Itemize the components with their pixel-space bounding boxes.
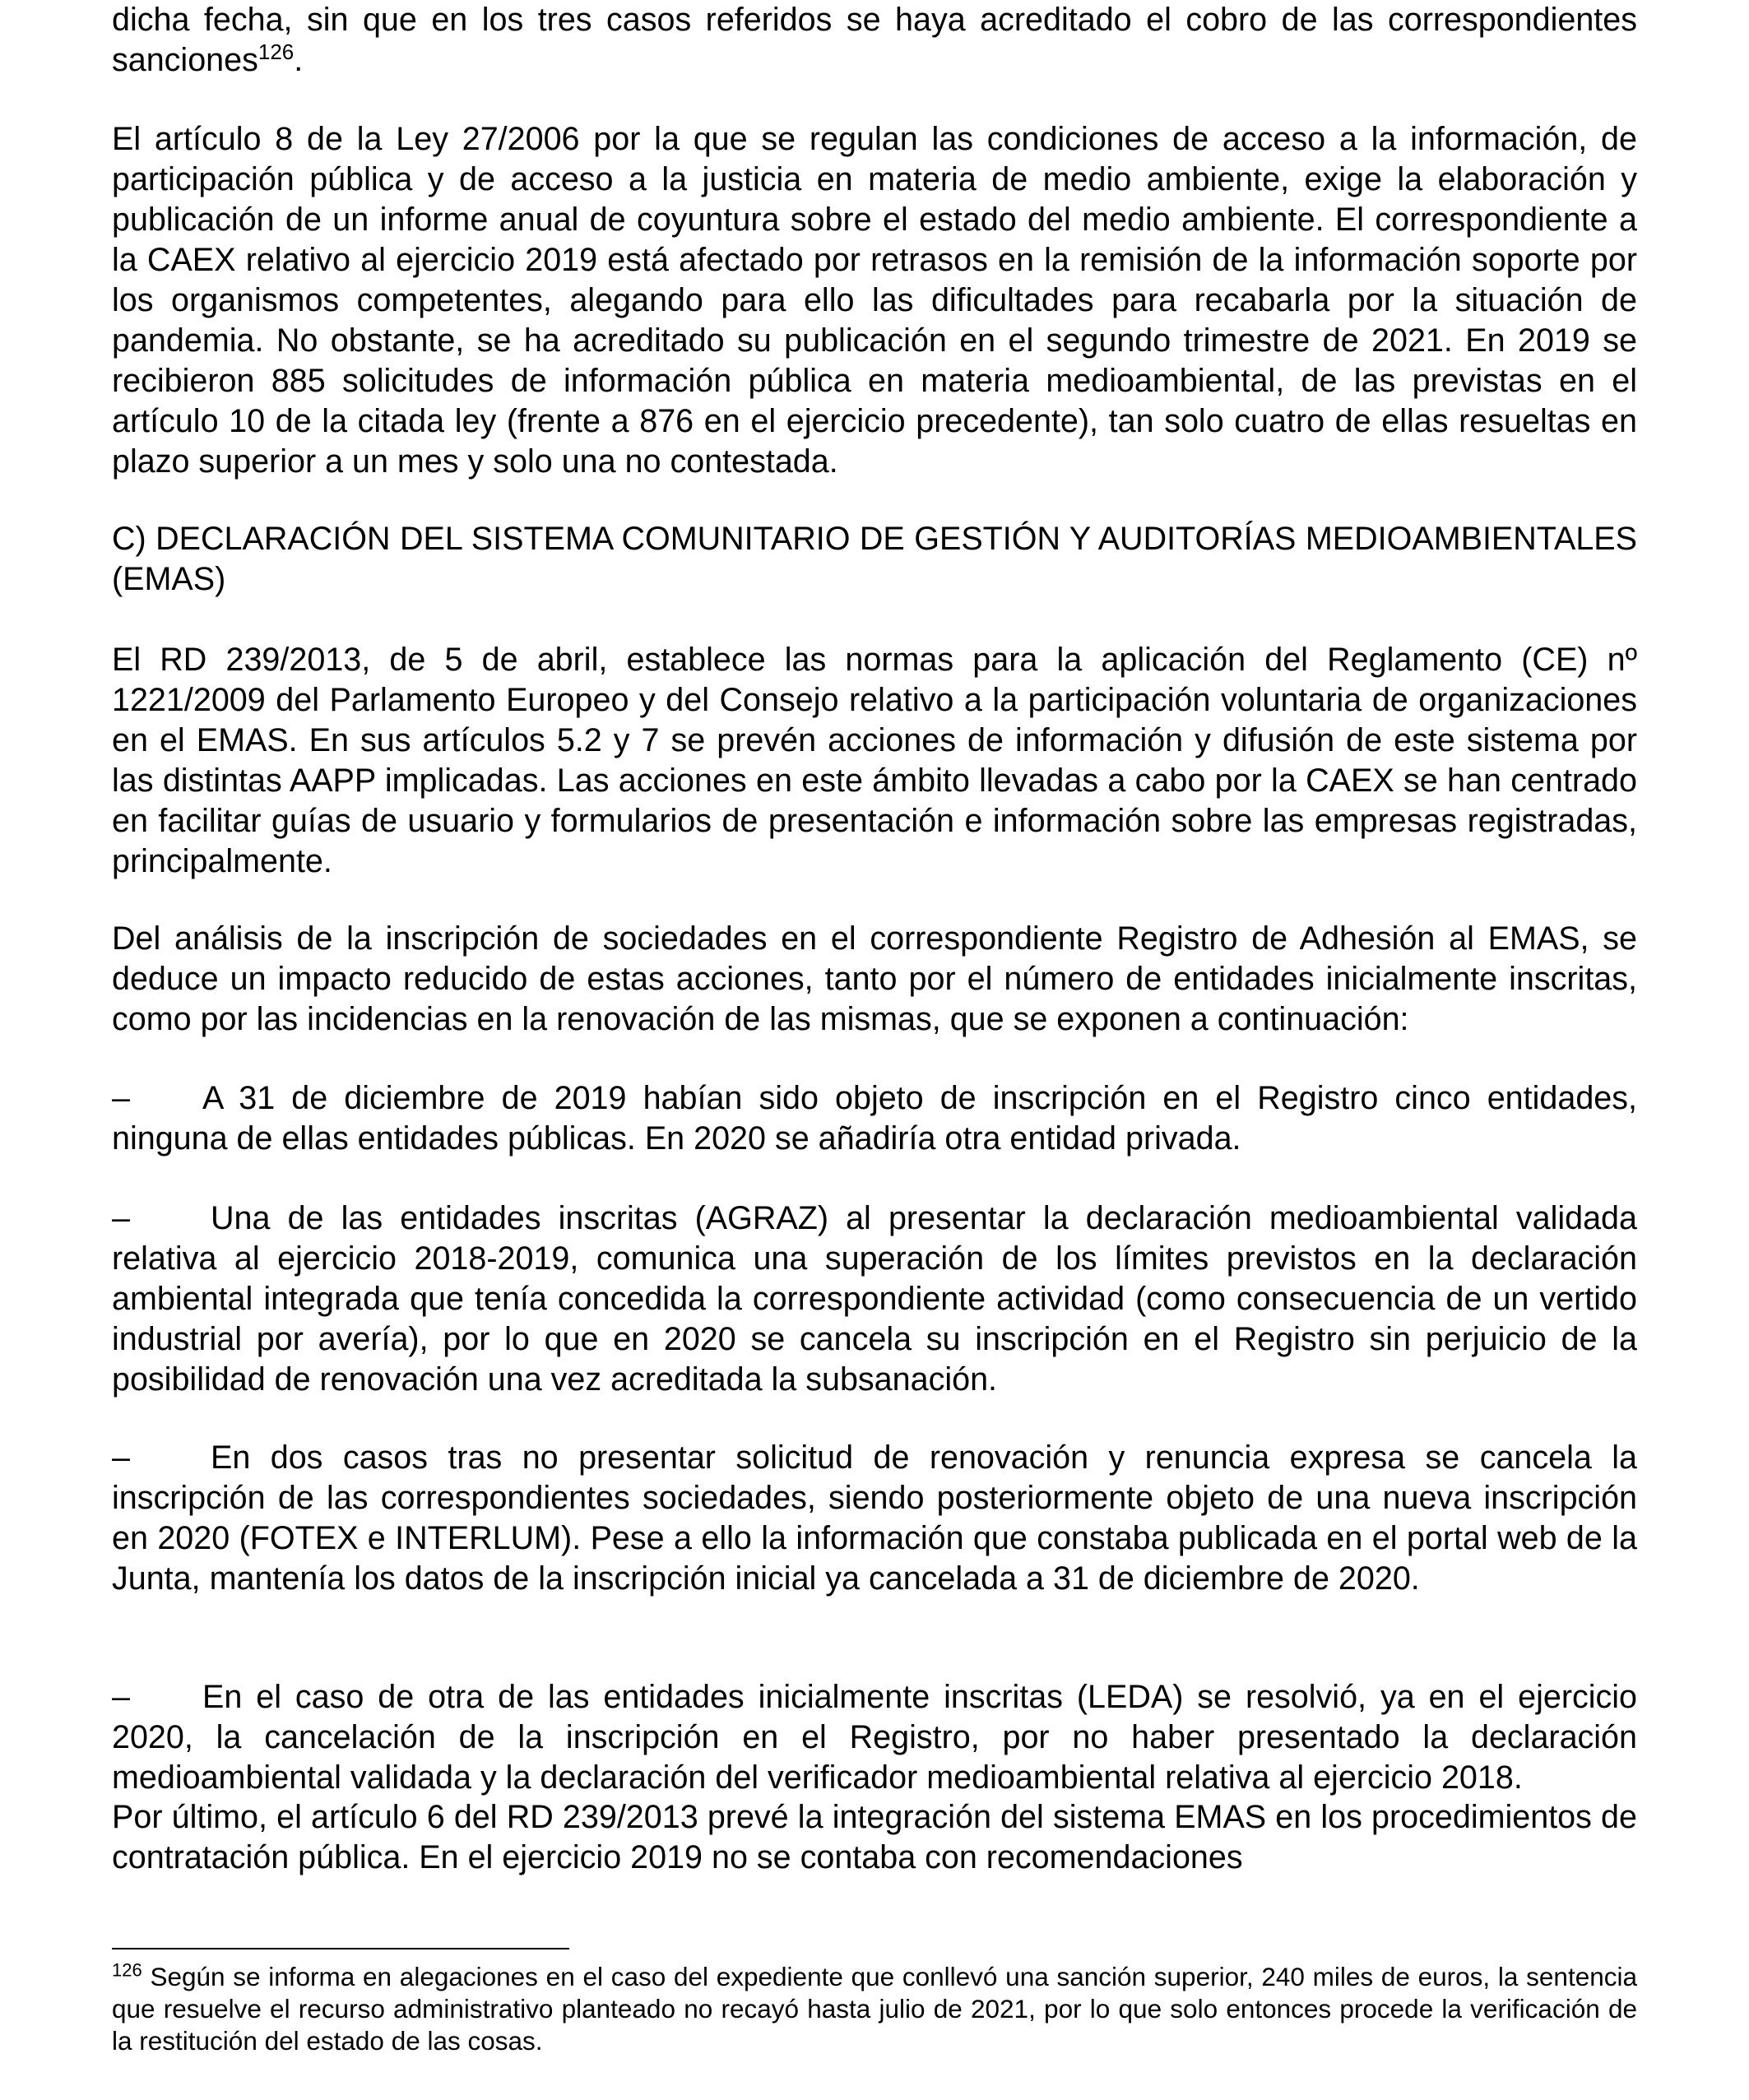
bullet-item-inscripciones (112, 1078, 1637, 1159)
bullet-item-leda (112, 1677, 1637, 1798)
bullet-text-agraz: Una de las entidades inscritas (AGRAZ) al presentar la declaración medioambiental validada relativa al ejercicio 2018-2019, comunica una superación de los límites previstos en la declaración ambiental integrada que tenía concedida la correspondiente actividad (como consecuencia de un vertido industrial por avería), por lo que en 2020 se cancela su inscripción en el Registro sin perjuicio de la posibilidad de renovación una vez acreditada la subsanación. (112, 1200, 1637, 1398)
footnote-reference[interactable]: 126 (257, 39, 295, 64)
footnote-separator (112, 1948, 569, 1949)
paragraph-contratacion-publica: Por último, el artículo 6 del RD 239/2013 prevé la integración del sistema EMAS en los procedimientos de contratación pública. En el ejercicio 2019 no se contaba con recomendaciones (112, 1799, 1637, 1875)
dash-bullet-icon: – (112, 1439, 130, 1476)
bullet-text-leda: En el caso de otra de las entidades inicialmente inscritas (LEDA) se resolvió, ya en el ejercicio 2020, la cancelación de la inscripción en el Registro, por no haber presentado la declaración medioambiental validada y la declaración del verificador medioambiental relativa al ejercicio 2018. (112, 1679, 1637, 1796)
bullet-item-agraz (112, 1198, 1637, 1400)
dash-bullet-icon: – (112, 1679, 130, 1715)
section-heading-emas: C) DECLARACIÓN DEL SISTEMA COMUNITARIO DE GESTIÓN Y AUDITORÍAS MEDIOAMBIENTALES (EMAS) (112, 521, 1637, 597)
bullet-item-fotex-interlum (112, 1438, 1637, 1599)
dash-bullet-icon: – (112, 1080, 130, 1116)
bullet-text-fotex-interlum: En dos casos tras no presentar solicitud de renovación y renuncia expresa se cancela la inscripción de las correspondientes sociedades, siendo posteriormente objeto de una nueva inscripción en 2020 (FOTEX e INTERLUM). Pese a ello la información que constaba publicada en el portal web de la Junta, mantenía los datos de la inscripción inicial ya cancelada a 31 de diciembre de 2020. (112, 1439, 1637, 1597)
intro-paragraph (112, 0, 1637, 81)
intro-text: dicha fecha, sin que en los tres casos referidos se haya acreditado el cobro de las correspondientes sanciones (112, 2, 1637, 78)
footnote-text: Según se informa en alegaciones en el caso del expediente que conllevó una sanción superior, 240 miles de euros, la sentencia que resuelve el recurso administrativo planteado no recayó hasta julio de 2021, por lo que solo entonces procede la verificación de la restitución del estado de las cosas. (112, 1962, 1637, 2056)
paragraph-ley-27-2006: El artículo 8 de la Ley 27/2006 por la que se regulan las condiciones de acceso a la información, de participación pública y de acceso a la justicia en materia de medio ambiente, exige la elaboración y publicación de un informe anual de coyuntura sobre el estado del medio ambiente. El correspondiente a la CAEX relativo al ejercicio 2019 está afectado por retrasos en la remisión de la información soporte por los organismos competentes, alegando para ello las dificultades para recabarla por la situación de pandemia. No obstante, se ha acreditado su publicación en el segundo trimestre de 2021. En 2019 se recibieron 885 solicitudes de información pública en materia medioambiental, de las previstas en el artículo 10 de la citada ley (frente a 876 en el ejercicio precedente), tan solo cuatro de ellas resueltas en plazo superior a un mes y solo una no contestada. (112, 121, 1637, 480)
paragraph-registro-emas: Del análisis de la inscripción de sociedades en el correspondiente Registro de Adhesión al EMAS, se deduce un impacto reducido de estas acciones, tanto por el número de entidades inicialmente inscritas, como por las incidencias en la renovación de las mismas, que se exponen a continuación: (112, 920, 1637, 1037)
dash-bullet-icon: – (112, 1200, 130, 1236)
bullet-text-inscripciones: A 31 de diciembre de 2019 habían sido objeto de inscripción en el Registro cinco entidades, ninguna de ellas entidades públicas. En 2020 se añadiría otra entidad privada. (112, 1080, 1637, 1157)
footnote-126 (112, 1961, 1637, 2057)
intro-period: . (294, 42, 304, 78)
footnote-number: 126 (112, 1959, 142, 1981)
paragraph-rd-239-2013: El RD 239/2013, de 5 de abril, establece las normas para la aplicación del Reglamento (CE) nº 1221/2009 del Parlamento Europeo y del Consejo relativo a la participación voluntaria de organizaciones en el EMAS. En sus artículos 5.2 y 7 se prevén acciones de información y difusión de este sistema por las distintas AAPP implicadas. Las acciones en este ámbito llevadas a cabo por la CAEX se han centrado en facilitar guías de usuario y formularios de presentación e información sobre las empresas registradas, principalmente. (112, 642, 1637, 879)
